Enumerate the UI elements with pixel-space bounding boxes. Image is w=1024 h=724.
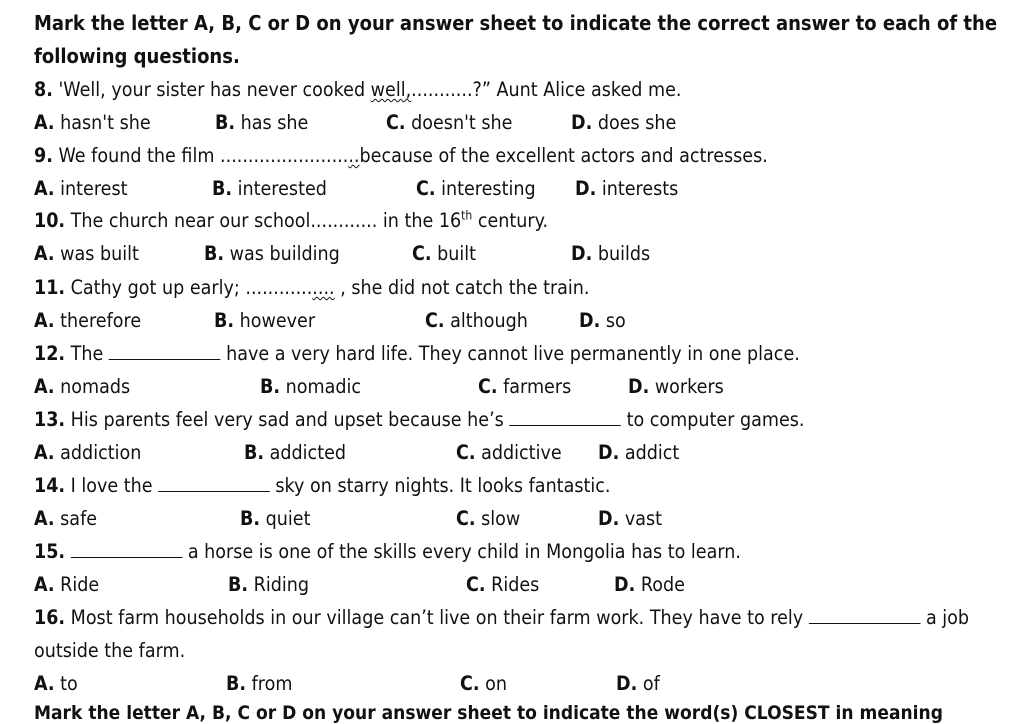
answer-dots: ....	[312, 276, 335, 299]
question-13	[34, 407, 805, 433]
option-d: D. workers	[628, 375, 724, 398]
option-b: B. addicted	[244, 441, 347, 464]
answer-blank	[71, 539, 183, 558]
option-c: C. farmers	[478, 375, 572, 398]
question-text: His parents feel very sad and upset because he’s	[65, 408, 510, 431]
question-number: 10.	[34, 209, 66, 232]
option-c: C. interesting	[416, 177, 536, 200]
question-text: 'Well, your sister has never cooked	[52, 78, 371, 101]
question-text: The church near our school	[65, 209, 311, 232]
option-c: C. on	[460, 672, 507, 695]
answer-blank	[509, 407, 621, 426]
question-text: well,	[370, 78, 412, 101]
option-b: B. interested	[212, 177, 327, 200]
option-d: D. interests	[575, 177, 679, 200]
question-text: to computer games.	[620, 408, 805, 431]
question-text: The	[65, 342, 109, 365]
question-number: 9.	[34, 144, 53, 167]
option-b: B. however	[214, 309, 316, 332]
answer-blank	[809, 605, 921, 624]
question-text: ?” Aunt Alice asked me.	[472, 78, 682, 101]
instruction-line-1: Mark the letter A, B, C or D on your answer sheet to indicate the correct answer to each of the	[34, 11, 998, 35]
question-text: Most farm households in our village can’t live on their farm work. They have to rely	[65, 606, 809, 629]
option-c: C. Rides	[466, 573, 540, 596]
option-c: C. although	[425, 309, 528, 332]
question-12	[34, 341, 800, 367]
question-text: We found the film	[52, 144, 221, 167]
question-number: 16.	[34, 606, 66, 629]
answer-dots: .......................	[220, 144, 349, 167]
answer-blank	[158, 473, 270, 492]
option-d: D. builds	[571, 242, 651, 265]
question-9	[34, 143, 768, 169]
question-text: because of the excellent actors and actresses.	[359, 144, 768, 167]
option-c: C. built	[412, 242, 477, 265]
option-a: A. to	[34, 672, 78, 695]
option-d: D. vast	[598, 507, 662, 530]
option-b: B. was building	[204, 242, 340, 265]
question-text: in the 16	[377, 209, 462, 232]
question-text: century.	[472, 209, 549, 232]
question-number: 14.	[34, 474, 66, 497]
option-a: A. was built	[34, 242, 139, 265]
question-11	[34, 275, 590, 301]
question-8	[34, 77, 681, 103]
instruction-line-2: following questions.	[34, 44, 240, 68]
option-b: B. from	[226, 672, 293, 695]
option-a: A. Ride	[34, 573, 100, 596]
question-text: have a very hard life. They cannot live permanently in one place.	[220, 342, 800, 365]
answer-dots: ............	[245, 276, 313, 299]
option-b: B. has she	[215, 111, 309, 134]
option-b: B. quiet	[240, 507, 311, 530]
option-a: A. therefore	[34, 309, 142, 332]
option-a: A. addiction	[34, 441, 142, 464]
option-d: D. of	[616, 672, 660, 695]
option-d: D. Rode	[614, 573, 685, 596]
question-text: a horse is one of the skills every child in Mongolia has to learn.	[182, 540, 741, 563]
question-16	[34, 605, 969, 631]
answer-dots: ...........	[411, 78, 473, 101]
question-number: 13.	[34, 408, 66, 431]
question-text: a job	[920, 606, 970, 629]
option-b: B. Riding	[228, 573, 309, 596]
question-text: Cathy got up early;	[65, 276, 246, 299]
question-text: I love the	[65, 474, 159, 497]
option-c: C. addictive	[456, 441, 562, 464]
option-a: A. nomads	[34, 375, 131, 398]
option-c: C. doesn't she	[386, 111, 513, 134]
option-c: C. slow	[456, 507, 521, 530]
option-d: D. so	[579, 309, 626, 332]
option-d: D. does she	[571, 111, 677, 134]
question-number: 8.	[34, 78, 53, 101]
question-text: sky on starry nights. It looks fantastic.	[269, 474, 611, 497]
question-text: , she did not catch the train.	[334, 276, 590, 299]
option-a: A. safe	[34, 507, 98, 530]
answer-dots: ..	[348, 144, 360, 167]
question-15	[34, 539, 741, 565]
option-a: A. hasn't she	[34, 111, 151, 134]
option-a: A. interest	[34, 177, 128, 200]
answer-blank	[109, 341, 221, 360]
question-number: 12.	[34, 342, 66, 365]
question-10	[34, 208, 548, 234]
question-number: 11.	[34, 276, 66, 299]
question-number: 15.	[34, 540, 66, 563]
next-instruction-cutoff: Mark the letter A, B, C or D on your answer sheet to indicate the word(s) CLOSEST in meaning	[34, 702, 943, 724]
option-b: B. nomadic	[260, 375, 362, 398]
superscript: th	[461, 208, 473, 223]
option-d: D. addict	[598, 441, 680, 464]
question-14	[34, 473, 610, 499]
question-16-continuation: outside the farm.	[34, 639, 186, 662]
answer-dots: ............	[310, 209, 378, 232]
